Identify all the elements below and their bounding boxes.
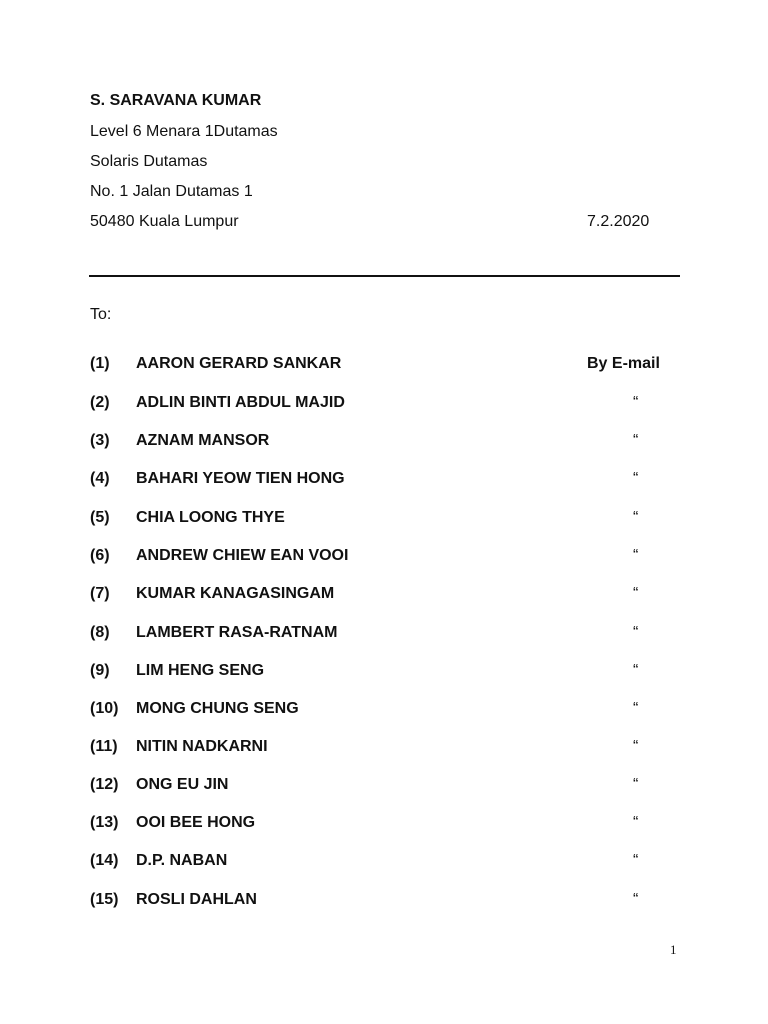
ditto-mark: “ — [633, 432, 639, 449]
recipient-number: (13) — [90, 814, 119, 831]
address-line-3: No. 1 Jalan Dutamas 1 — [90, 183, 253, 200]
letter-date: 7.2.2020 — [587, 213, 650, 230]
address-line-4: 50480 Kuala Lumpur — [90, 213, 239, 230]
recipient-number: (6) — [90, 547, 110, 564]
recipient-name: ROSLI DAHLAN — [136, 891, 257, 908]
ditto-mark: “ — [633, 738, 639, 755]
recipient-number: (5) — [90, 509, 110, 526]
ditto-mark: “ — [633, 394, 639, 411]
ditto-mark: “ — [633, 624, 639, 641]
recipient-number: (7) — [90, 585, 110, 602]
ditto-mark: “ — [633, 585, 639, 602]
ditto-mark: “ — [633, 662, 639, 679]
recipient-number: (4) — [90, 470, 110, 487]
recipient-row — [0, 547, 768, 569]
address-line-1: Level 6 Menara 1Dutamas — [90, 123, 278, 140]
ditto-mark: “ — [633, 509, 639, 526]
address-line-2: Solaris Dutamas — [90, 153, 208, 170]
recipient-row — [0, 509, 768, 531]
recipient-name: ANDREW CHIEW EAN VOOI — [136, 547, 349, 564]
recipient-name: LIM HENG SENG — [136, 662, 265, 679]
recipient-name: MONG CHUNG SENG — [136, 700, 299, 717]
recipient-row — [0, 852, 768, 874]
recipient-row — [0, 662, 768, 684]
recipient-name: LAMBERT RASA-RATNAM — [136, 624, 338, 641]
recipient-row — [0, 470, 768, 492]
page-number: 1 — [670, 942, 677, 957]
recipient-number: (1) — [90, 355, 110, 372]
delivery-method: By E-mail — [587, 355, 660, 372]
recipient-row — [0, 738, 768, 760]
recipient-row — [0, 355, 768, 377]
recipient-row — [0, 700, 768, 722]
recipient-number: (15) — [90, 891, 119, 908]
recipient-number: (3) — [90, 432, 110, 449]
recipient-row — [0, 624, 768, 646]
recipient-row — [0, 776, 768, 798]
recipient-number: (2) — [90, 394, 110, 411]
ditto-mark: “ — [633, 470, 639, 487]
recipient-row — [0, 814, 768, 836]
ditto-mark: “ — [633, 852, 639, 869]
recipient-name: KUMAR KANAGASINGAM — [136, 585, 335, 602]
ditto-mark: “ — [633, 891, 639, 908]
recipient-number: (12) — [90, 776, 119, 793]
recipient-row — [0, 432, 768, 454]
recipient-number: (11) — [90, 738, 118, 755]
recipient-row — [0, 585, 768, 607]
ditto-mark: “ — [633, 776, 639, 793]
recipient-name: AARON GERARD SANKAR — [136, 355, 342, 372]
to-label: To: — [90, 306, 112, 323]
recipient-number: (14) — [90, 852, 119, 869]
recipient-number: (10) — [90, 700, 119, 717]
recipient-row — [0, 891, 768, 913]
recipient-row — [0, 394, 768, 416]
recipient-number: (9) — [90, 662, 110, 679]
recipient-name: ADLIN BINTI ABDUL MAJID — [136, 394, 345, 411]
recipient-number: (8) — [90, 624, 110, 641]
recipient-name: BAHARI YEOW TIEN HONG — [136, 470, 345, 487]
recipient-name: ONG EU JIN — [136, 776, 229, 793]
recipient-name: CHIA LOONG THYE — [136, 509, 285, 526]
recipient-name: D.P. NABAN — [136, 852, 228, 869]
ditto-mark: “ — [633, 547, 639, 564]
sender-name: S. SARAVANA KUMAR — [90, 92, 262, 109]
ditto-mark: “ — [633, 700, 639, 717]
recipient-name: AZNAM MANSOR — [136, 432, 270, 449]
ditto-mark: “ — [633, 814, 639, 831]
recipient-name: OOI BEE HONG — [136, 814, 256, 831]
recipient-name: NITIN NADKARNI — [136, 738, 268, 755]
divider-rule — [89, 275, 680, 277]
